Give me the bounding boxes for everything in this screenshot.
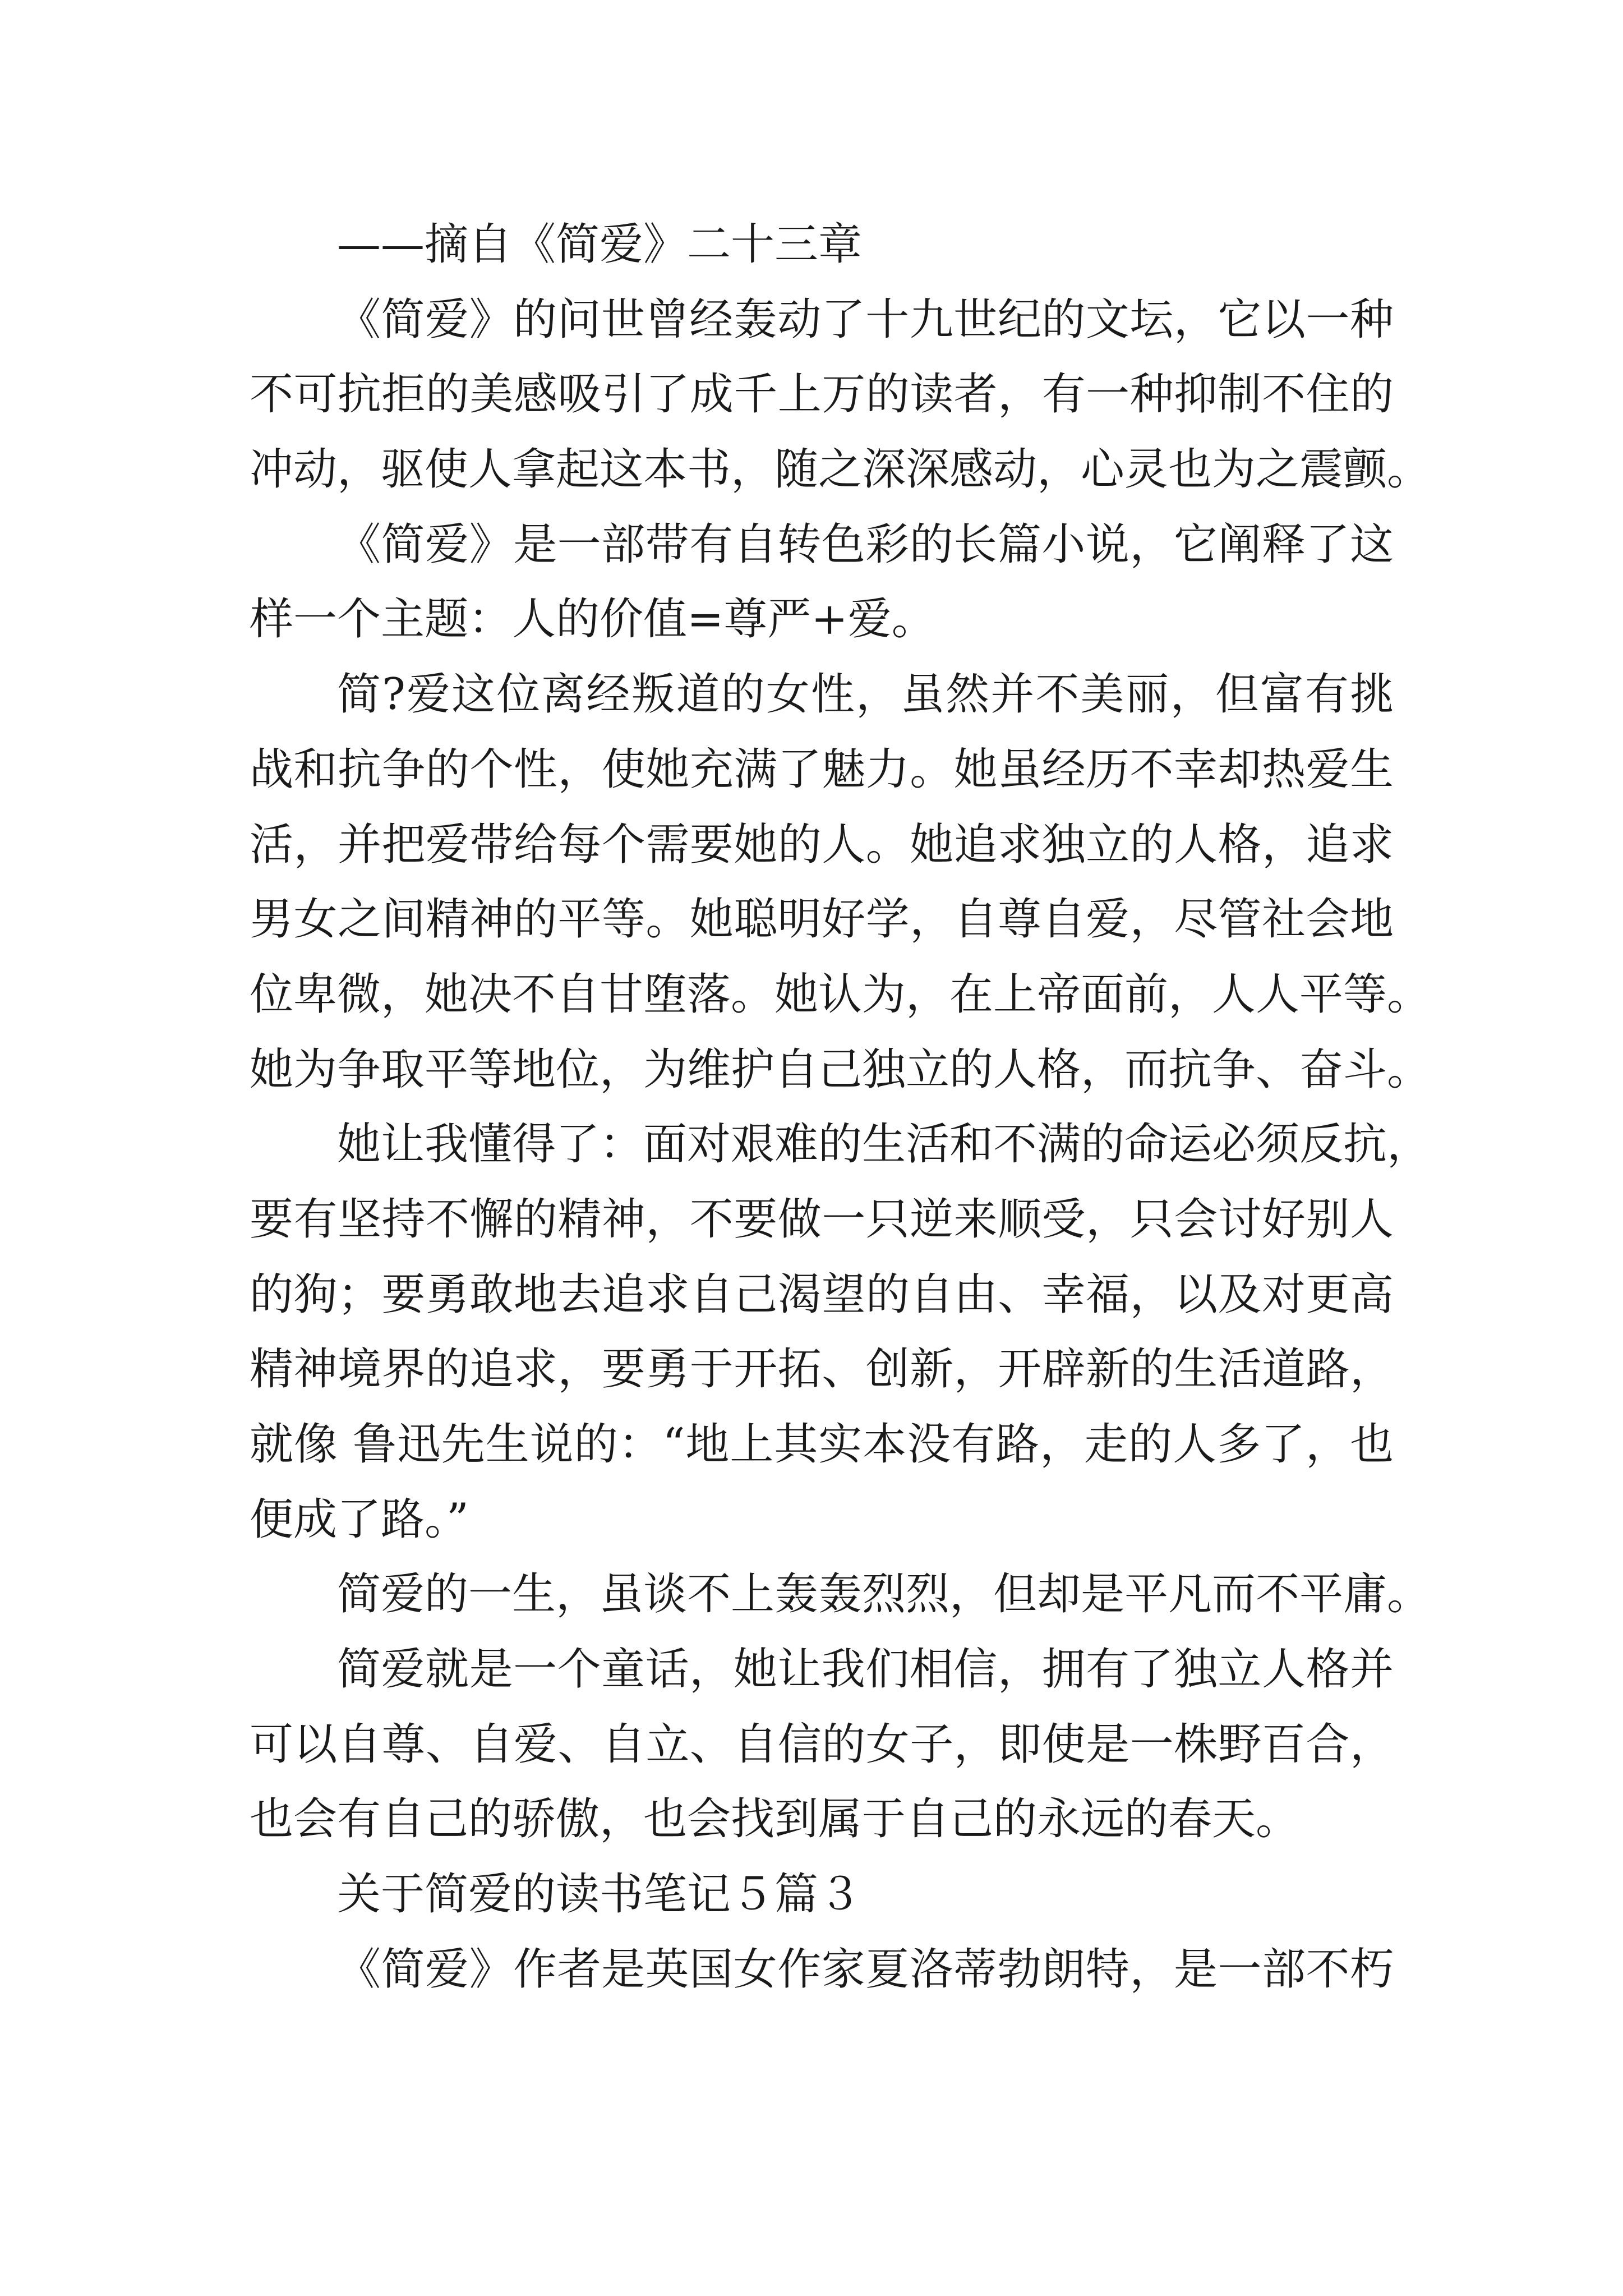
text-line: 要有坚持不懈的精神，不要做一只逆来顺受，只会讨好别人: [250, 1194, 1394, 1245]
text-line: 便成了路。”: [250, 1494, 469, 1545]
text-line: 简爱的一生，虽谈不上轰轰烈烈，但却是平凡而不平庸。: [337, 1569, 1431, 1620]
section-heading: 关于简爱的读书笔记５篇３: [337, 1869, 863, 1920]
text-line: 也会有自己的骄傲，也会找到属于自己的永远的春天。: [250, 1794, 1300, 1845]
text-line: 简?爱这位离经叛道的女性，虽然并不美丽，但富有挑: [337, 669, 1394, 720]
text-line: 《简爱》的问世曾经轰动了十九世纪的文坛，它以一种: [337, 294, 1394, 345]
text-line: 战和抗争的个性，使她充满了魅力。她虽经历不幸却热爱生: [250, 744, 1394, 795]
text-line: 男女之间精神的平等。她聪明好学，自尊自爱，尽管社会地: [250, 894, 1394, 945]
document-body: [250, 208, 1431, 2008]
text-line: 精神境界的追求，要勇于开拓、创新，开辟新的生活道路，: [250, 1344, 1394, 1395]
text-line: 冲动，驱使人拿起这本书，随之深深感动，心灵也为之震颤。: [250, 444, 1431, 495]
text-line: 活，并把爱带给每个需要她的人。她追求独立的人格，追求: [250, 819, 1394, 870]
text-line: 不可抗拒的美感吸引了成千上万的读者，有一种抑制不住的: [250, 369, 1394, 420]
text-line: 可以自尊、自爱、自立、自信的女子，即使是一株野百合，: [250, 1719, 1394, 1770]
text-line: 就像 鲁迅先生说的：“地上其实本没有路，走的人多了，也: [250, 1419, 1394, 1470]
text-line: 位卑微，她决不自甘堕落。她认为，在上帝面前，人人平等。: [250, 969, 1431, 1020]
text-line: 她让我懂得了：面对艰难的生活和不满的命运必须反抗，: [337, 1119, 1431, 1170]
text-line: 《简爱》是一部带有自转色彩的长篇小说，它阐释了这: [337, 519, 1394, 570]
text-line: 她为争取平等地位，为维护自己独立的人格，而抗争、奋斗。: [250, 1044, 1431, 1095]
text-line: ——摘自《简爱》二十三章: [337, 219, 863, 270]
text-line: 的狗；要勇敢地去追求自己渴望的自由、幸福，以及对更高: [250, 1269, 1394, 1320]
text-line: 简爱就是一个童话，她让我们相信，拥有了独立人格并: [337, 1644, 1394, 1695]
text-line: 《简爱》作者是英国女作家夏洛蒂勃朗特，是一部不朽: [337, 1944, 1394, 1995]
text-line: 样一个主题：人的价值=尊严+爱。: [250, 594, 935, 645]
